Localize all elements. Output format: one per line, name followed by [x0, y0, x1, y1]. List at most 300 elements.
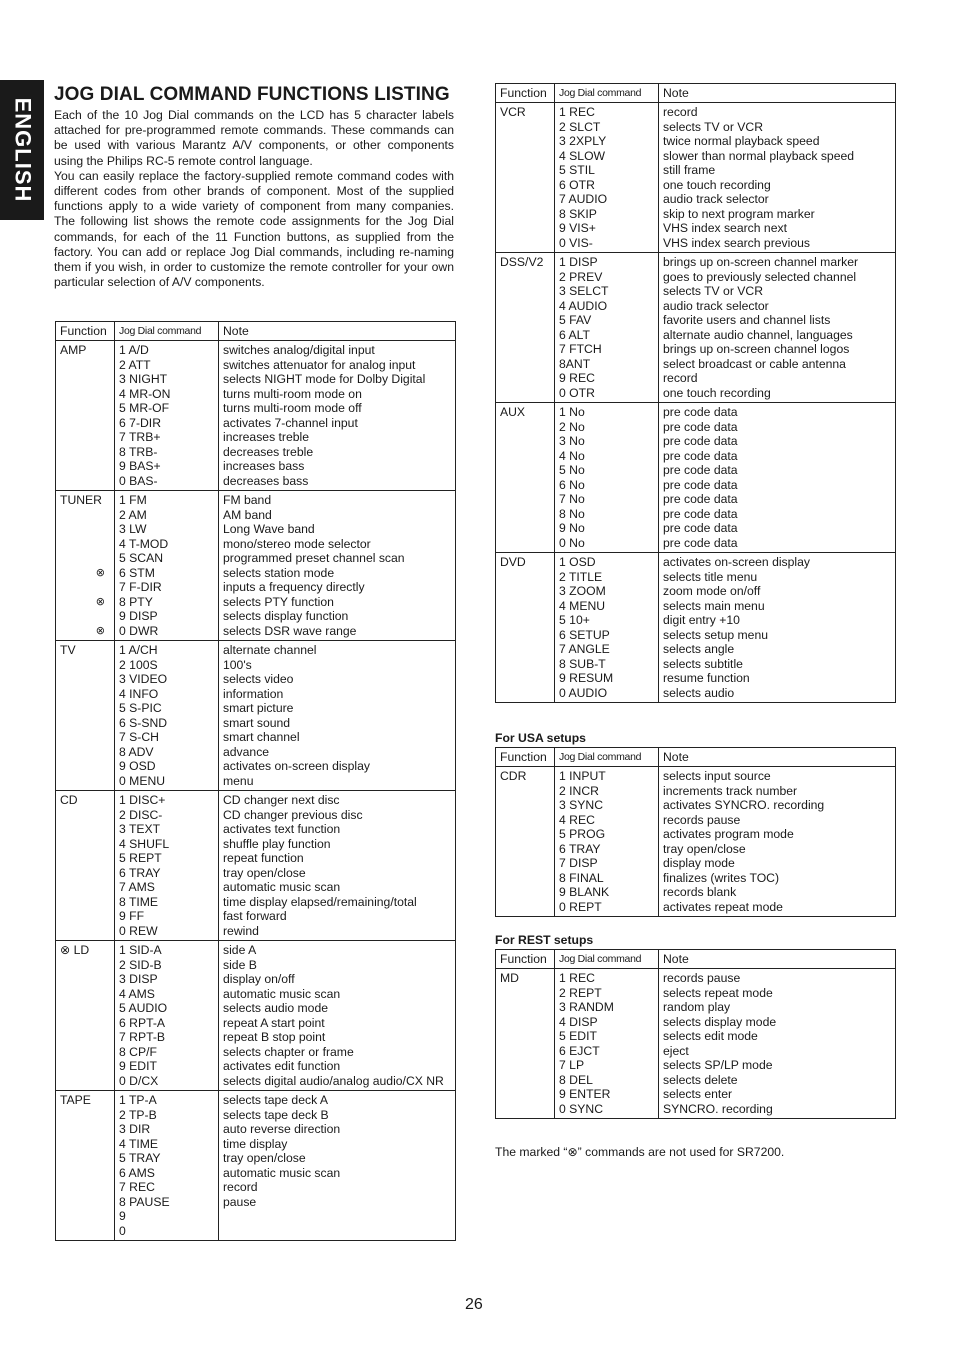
- command-label: 8 FINAL: [559, 870, 604, 885]
- note-text: twice normal playback speed: [663, 134, 820, 148]
- command-label: 0 VIS-: [559, 235, 593, 250]
- command-label: 7 DISP: [559, 856, 598, 870]
- command-label: 5 SCAN: [119, 551, 164, 565]
- function-row: [496, 553, 896, 703]
- command-label: 9 RESUM: [559, 671, 614, 685]
- footnote: The marked “⊗” commands are not used for SR7200.: [495, 1145, 785, 1159]
- command-label: 8 TRB-: [119, 444, 158, 459]
- note-text: pre code data: [663, 535, 738, 550]
- command-label: 5 PROG: [559, 827, 606, 841]
- note-text: programmed preset channel scan: [223, 551, 405, 565]
- command-label: 1 DISC+: [119, 793, 166, 807]
- command-label: 6 STM: [119, 565, 155, 580]
- command-label: 9: [119, 1209, 126, 1223]
- note-text: display mode: [663, 856, 735, 870]
- command-label: 9 OSD: [119, 759, 156, 773]
- note-text: records blank: [663, 885, 737, 899]
- note-text: pre code data: [663, 405, 738, 419]
- note-text: increases bass: [223, 459, 305, 473]
- command-table-rest: [495, 949, 896, 1119]
- note-text: selects chapter or frame: [223, 1044, 354, 1059]
- note-cell: [659, 969, 896, 1119]
- note-text: tray open/close: [223, 1151, 306, 1165]
- note-text: mono/stereo mode selector: [223, 536, 371, 551]
- command-label: 5 S-PIC: [119, 701, 162, 715]
- note-text: activates repeat mode: [663, 899, 783, 914]
- function-row: [496, 767, 896, 917]
- function-row: [56, 641, 456, 791]
- note-text: brings up on-screen channel logos: [663, 342, 850, 356]
- note-text: time display: [223, 1136, 288, 1151]
- note-text: shuffle play function: [223, 836, 331, 851]
- command-label: 7 No: [559, 492, 585, 506]
- note-cell: [659, 103, 896, 253]
- intro-text: [54, 108, 454, 290]
- note-text: activates 7-channel input: [223, 415, 358, 430]
- note-text: display on/off: [223, 972, 295, 986]
- function-name: TUNER: [60, 493, 102, 507]
- command-label: 1 SID-A: [119, 943, 162, 957]
- note-text: zoom mode on/off: [663, 584, 761, 598]
- note-text: activates on-screen display: [663, 555, 810, 569]
- note-text: one touch recording: [663, 385, 771, 400]
- command-label: 2 AM: [119, 507, 147, 522]
- command-label: 2 SID-B: [119, 957, 162, 972]
- header-note: Note: [219, 322, 456, 341]
- command-label: 4 MR-ON: [119, 386, 171, 401]
- command-label: 1 TP-A: [119, 1093, 157, 1107]
- note-text: record: [223, 1180, 258, 1194]
- note-text: digit entry +10: [663, 613, 740, 627]
- function-name: CD: [60, 793, 78, 807]
- command-label: 7 LP: [559, 1058, 585, 1072]
- note-text: alternate channel: [223, 643, 317, 657]
- note-cell: [659, 403, 896, 553]
- note-text: pause: [223, 1194, 257, 1209]
- command-cell: [555, 103, 659, 253]
- command-label: 6 SETUP: [559, 627, 610, 642]
- command-label: 3 ZOOM: [559, 584, 606, 598]
- command-label: 3 SELCT: [559, 284, 609, 298]
- note-text: repeat A start point: [223, 1015, 325, 1030]
- command-label: 9 BAS+: [119, 459, 161, 473]
- function-cell: [496, 553, 555, 703]
- command-label: 9 No: [559, 521, 585, 535]
- mark-spacer: [60, 551, 111, 566]
- note-text: time display elapsed/remaining/total: [223, 894, 417, 909]
- note-text: selects TV or VCR: [663, 284, 764, 298]
- command-label: 3 DISP: [119, 972, 158, 986]
- note-text: selects setup menu: [663, 627, 769, 642]
- command-label: 4 AUDIO: [559, 298, 608, 313]
- note-text: FM band: [223, 493, 272, 507]
- command-label: 2 SLCT: [559, 119, 601, 134]
- command-label: 3 RANDM: [559, 1000, 614, 1014]
- mark-spacer: [60, 537, 111, 552]
- command-label: 2 TP-B: [119, 1107, 157, 1122]
- command-label: 4 SLOW: [559, 148, 606, 163]
- command-label: 5 FAV: [559, 313, 592, 327]
- function-cell: [56, 1091, 115, 1241]
- note-text: rewind: [223, 923, 259, 938]
- command-label: 5 AUDIO: [119, 1001, 168, 1015]
- function-cell: [56, 491, 115, 641]
- command-label: 0 No: [559, 535, 585, 550]
- note-text: record: [663, 371, 698, 385]
- command-label: 5 MR-OF: [119, 401, 170, 415]
- header-note: Note: [659, 84, 896, 103]
- command-label: 3 DIR: [119, 1122, 151, 1136]
- command-label: 3 LW: [119, 522, 147, 536]
- command-label: 3 TEXT: [119, 822, 161, 836]
- header-command: Jog Dial command: [555, 84, 659, 103]
- command-label: 1 FM: [119, 493, 147, 507]
- header-command: Jog Dial command: [115, 322, 219, 341]
- note-text: selects title menu: [663, 569, 758, 584]
- note-text: favorite users and channel lists: [663, 313, 831, 327]
- header-function: Function: [496, 84, 555, 103]
- note-text: selects digital audio/analog audio/CX NR: [223, 1073, 444, 1088]
- command-label: 5 10+: [559, 613, 590, 627]
- note-text: selects angle: [663, 642, 735, 656]
- command-table-usa: [495, 747, 896, 917]
- command-label: 0 D/CX: [119, 1073, 159, 1088]
- command-label: 6 TRAY: [559, 841, 601, 856]
- note-text: activates program mode: [663, 827, 794, 841]
- command-label: 4 SHUFL: [119, 836, 170, 851]
- command-label: 6 AMS: [119, 1165, 155, 1180]
- command-label: 5 No: [559, 463, 585, 477]
- command-label: 8 SUB-T: [559, 656, 606, 671]
- command-label: 6 7-DIR: [119, 415, 161, 430]
- command-label: 7 F-DIR: [119, 580, 162, 594]
- note-text: repeat B stop point: [223, 1030, 326, 1044]
- note-text: VHS index search next: [663, 221, 787, 235]
- note-text: smart channel: [223, 730, 300, 744]
- note-text: random play: [663, 1000, 731, 1014]
- function-row: [56, 1091, 456, 1241]
- command-label: 8 ADV: [119, 744, 154, 759]
- command-label: 9 REC: [559, 371, 595, 385]
- command-label: 2 No: [559, 419, 585, 434]
- command-label: 2 DISC-: [119, 807, 163, 822]
- function-name: VCR: [500, 105, 526, 119]
- note-text: selects delete: [663, 1072, 738, 1087]
- command-label: 9 EDIT: [119, 1059, 157, 1073]
- note-text: activates edit function: [223, 1059, 341, 1073]
- command-cell: [555, 553, 659, 703]
- note-text: smart sound: [223, 715, 291, 730]
- note-text: slower than normal playback speed: [663, 148, 855, 163]
- note-text: VHS index search previous: [663, 235, 810, 250]
- function-row: [56, 341, 456, 491]
- note-text: advance: [223, 744, 270, 759]
- note-text: activates SYNCRO. recording: [663, 798, 825, 812]
- note-text: pre code data: [663, 506, 738, 521]
- command-label: 9 DISP: [119, 609, 158, 623]
- note-text: [223, 1209, 452, 1224]
- note-cell: [659, 253, 896, 403]
- mark-spacer: [60, 609, 111, 624]
- note-text: switches attenuator for analog input: [223, 357, 416, 372]
- command-label: 6 OTR: [559, 177, 595, 192]
- note-text: increases treble: [223, 430, 310, 444]
- note-text: resume function: [663, 671, 750, 685]
- note-text: tray open/close: [223, 865, 306, 880]
- note-cell: [219, 1091, 456, 1241]
- command-label: 4 No: [559, 448, 585, 463]
- command-label: 8 CP/F: [119, 1044, 157, 1059]
- function-name: DVD: [500, 555, 526, 569]
- note-text: turns multi-room mode on: [223, 386, 362, 401]
- note-text: pre code data: [663, 521, 738, 535]
- function-cell: [496, 103, 555, 253]
- command-label: 5 REPT: [119, 851, 162, 865]
- command-label: 0 OTR: [559, 385, 595, 400]
- command-label: 4 REC: [559, 812, 595, 827]
- command-label: 6 No: [559, 477, 585, 492]
- not-used-mark-icon: ⊗: [95, 566, 105, 579]
- header-function: Function: [56, 322, 115, 341]
- function-row: [56, 491, 456, 641]
- command-label: 3 VIDEO: [119, 672, 168, 686]
- command-cell: [555, 403, 659, 553]
- note-text: selects display mode: [663, 1014, 777, 1029]
- note-text: audio track selector: [663, 298, 769, 313]
- command-label: 5 TRAY: [119, 1151, 161, 1165]
- header-command: Jog Dial command: [555, 748, 659, 767]
- command-label: 7 S-CH: [119, 730, 159, 744]
- command-label: 9 FF: [119, 909, 145, 923]
- command-label: 7 REC: [119, 1180, 155, 1194]
- note-text: AM band: [223, 507, 272, 522]
- page-title: JOG DIAL COMMAND FUNCTIONS LISTING: [54, 84, 450, 105]
- note-text: selects DSR wave range: [223, 623, 357, 638]
- note-text: brings up on-screen channel marker: [663, 255, 859, 269]
- command-label: 7 AMS: [119, 880, 155, 894]
- note-text: audio track selector: [663, 192, 769, 206]
- note-text: alternate audio channel, languages: [663, 327, 853, 342]
- note-text: select broadcast or cable antenna: [663, 356, 846, 371]
- note-text: automatic music scan: [223, 1165, 341, 1180]
- note-text: selects repeat mode: [663, 985, 773, 1000]
- note-text: records pause: [663, 812, 741, 827]
- note-text: finalizes (writes TOC): [663, 870, 780, 885]
- note-text: fast forward: [223, 909, 287, 923]
- note-text: inputs a frequency directly: [223, 580, 365, 594]
- header-function: Function: [496, 748, 555, 767]
- command-label: 8 TIME: [119, 894, 159, 909]
- function-cell: [496, 969, 555, 1119]
- function-cell: [496, 403, 555, 553]
- command-label: 8 No: [559, 506, 585, 521]
- note-text: repeat function: [223, 851, 304, 865]
- function-cell: [496, 767, 555, 917]
- command-label: 0 REPT: [559, 899, 602, 914]
- command-label: 7 FTCH: [559, 342, 602, 356]
- note-text: selects video: [223, 672, 294, 686]
- function-row: [496, 253, 896, 403]
- note-text: automatic music scan: [223, 880, 341, 894]
- command-label: 1 DISP: [559, 255, 598, 269]
- not-used-mark-icon: ⊗: [95, 624, 105, 637]
- command-cell: [115, 791, 219, 941]
- function-name: DSS/V2: [500, 255, 544, 269]
- note-text: decreases treble: [223, 444, 314, 459]
- note-text: pre code data: [663, 477, 738, 492]
- note-text: SYNCRO. recording: [663, 1101, 773, 1116]
- function-cell: [496, 253, 555, 403]
- note-text: 100's: [223, 657, 252, 672]
- note-text: pre code data: [663, 419, 738, 434]
- function-name: TV: [60, 643, 76, 657]
- note-text: auto reverse direction: [223, 1122, 341, 1136]
- command-label: 2 100S: [119, 657, 158, 672]
- note-text: information: [223, 686, 284, 701]
- note-cell: [219, 941, 456, 1091]
- note-cell: [219, 791, 456, 941]
- note-text: selects SP/LP mode: [663, 1058, 773, 1072]
- command-cell: [115, 491, 219, 641]
- function-row: [496, 969, 896, 1119]
- command-label: 2 INCR: [559, 783, 599, 798]
- note-text: skip to next program marker: [663, 206, 815, 221]
- command-label: 4 TIME: [119, 1136, 159, 1151]
- command-label: 0 BAS-: [119, 473, 158, 488]
- command-label: 0 REW: [119, 923, 158, 938]
- note-text: CD changer previous disc: [223, 807, 363, 822]
- command-label: 3 SYNC: [559, 798, 604, 812]
- note-text: smart picture: [223, 701, 294, 715]
- command-label: 5 STIL: [559, 163, 595, 177]
- command-cell: [555, 767, 659, 917]
- command-label: 1 No: [559, 405, 585, 419]
- note-cell: [219, 641, 456, 791]
- function-row: [56, 791, 456, 941]
- command-label: 0 AUDIO: [559, 685, 608, 700]
- command-label: 2 PREV: [559, 269, 603, 284]
- command-cell: [115, 641, 219, 791]
- note-text: activates on-screen display: [223, 759, 370, 773]
- note-text: selects main menu: [663, 598, 765, 613]
- language-tab: [0, 80, 44, 220]
- command-label: 8 DEL: [559, 1072, 593, 1087]
- command-label: 6 TRAY: [119, 865, 161, 880]
- note-text: record: [663, 105, 698, 119]
- command-cell: [555, 969, 659, 1119]
- header-note: Note: [659, 950, 896, 969]
- function-name: MD: [500, 971, 519, 985]
- note-text: selects PTY function: [223, 594, 334, 609]
- command-label: 9 ENTER: [559, 1087, 611, 1101]
- note-text: pre code data: [663, 434, 738, 448]
- note-text: [223, 1224, 452, 1239]
- command-label: 6 RPT-A: [119, 1015, 166, 1030]
- command-label: 3 2XPLY: [559, 134, 607, 148]
- note-text: selects enter: [663, 1087, 733, 1101]
- command-label: 6 ALT: [559, 327, 590, 342]
- note-text: activates text function: [223, 822, 341, 836]
- command-label: 2 TITLE: [559, 569, 603, 584]
- command-label: 9 VIS+: [559, 221, 596, 235]
- page-number: 26: [465, 1296, 483, 1313]
- function-row: [496, 403, 896, 553]
- command-label: 6 S-SND: [119, 715, 168, 730]
- note-text: switches analog/digital input: [223, 343, 375, 357]
- note-text: selects audio: [663, 685, 735, 700]
- command-cell: [115, 941, 219, 1091]
- mark-spacer: [60, 522, 111, 537]
- note-text: menu: [223, 773, 254, 788]
- note-text: selects subtitle: [663, 656, 743, 671]
- note-text: selects display function: [223, 609, 349, 623]
- language-tab-label: ENGLISH: [10, 97, 36, 203]
- note-text: side B: [223, 957, 257, 972]
- note-cell: [659, 553, 896, 703]
- note-text: selects audio mode: [223, 1001, 329, 1015]
- note-text: selects NIGHT mode for Dolby Digital: [223, 372, 426, 386]
- header-note: Note: [659, 748, 896, 767]
- command-label: 8ANT: [559, 356, 591, 371]
- note-text: one touch recording: [663, 177, 771, 192]
- note-text: selects station mode: [223, 565, 335, 580]
- command-table-right: [495, 83, 896, 703]
- function-cell: [56, 641, 115, 791]
- command-label: 7 TRB+: [119, 430, 161, 444]
- note-text: pre code data: [663, 463, 738, 477]
- command-label: 7 ANGLE: [559, 642, 610, 656]
- rest-setups-label: For REST setups: [495, 933, 594, 947]
- command-label: 8 SKIP: [559, 206, 597, 221]
- note-text: goes to previously selected channel: [663, 269, 857, 284]
- function-name: ⊗ LD: [60, 943, 90, 957]
- note-text: selects edit mode: [663, 1029, 758, 1043]
- function-row: [496, 103, 896, 253]
- note-text: CD changer next disc: [223, 793, 340, 807]
- command-label: 0 DWR: [119, 623, 159, 638]
- note-cell: [219, 341, 456, 491]
- note-text: eject: [663, 1043, 689, 1058]
- function-name: AUX: [500, 405, 526, 419]
- command-cell: [115, 1091, 219, 1241]
- header-function: Function: [496, 950, 555, 969]
- command-label: 1 REC: [559, 971, 595, 985]
- note-text: selects TV or VCR: [663, 119, 764, 134]
- note-cell: [219, 491, 456, 641]
- note-text: pre code data: [663, 448, 738, 463]
- function-name: CDR: [500, 769, 527, 783]
- note-cell: [659, 767, 896, 917]
- command-label: 1 A/CH: [119, 643, 158, 657]
- command-label: 8 PAUSE: [119, 1194, 170, 1209]
- header-command: Jog Dial command: [555, 950, 659, 969]
- usa-setups-label: For USA setups: [495, 731, 586, 745]
- command-label: 1 OSD: [559, 555, 596, 569]
- command-label: 4 AMS: [119, 986, 155, 1001]
- intro-paragraph: Each of the 10 Jog Dial commands on the LCD has 5 character labels attached for pre-programmed remote commands. These commands can be used with various Marantz A/V components, or other components using the Philips RC-5 remote control language.: [54, 108, 454, 168]
- command-table-left: [55, 321, 456, 1241]
- command-label: 5 EDIT: [559, 1029, 597, 1043]
- command-label: 8 PTY: [119, 594, 153, 609]
- function-name: TAPE: [60, 1093, 91, 1107]
- intro-paragraph: You can easily replace the factory-supplied remote command codes with different codes from other brands of component. Most of the supplied functions apply to a wide variety of component from many companies. The following list shows the remote code assignments for the Jog Dial commands, for each of the 11 Function buttons, as supplied from the factory. You can add or replace Jog Dial commands, including re-naming them if you wish, in order to customize the remote controller for your own particular selection of A/V components.: [54, 168, 454, 290]
- mark-spacer: [60, 508, 111, 523]
- note-text: selects tape deck A: [223, 1093, 329, 1107]
- note-text: selects input source: [663, 769, 771, 783]
- command-label: 2 REPT: [559, 985, 602, 1000]
- command-label: 9 BLANK: [559, 885, 610, 899]
- note-text: decreases bass: [223, 473, 309, 488]
